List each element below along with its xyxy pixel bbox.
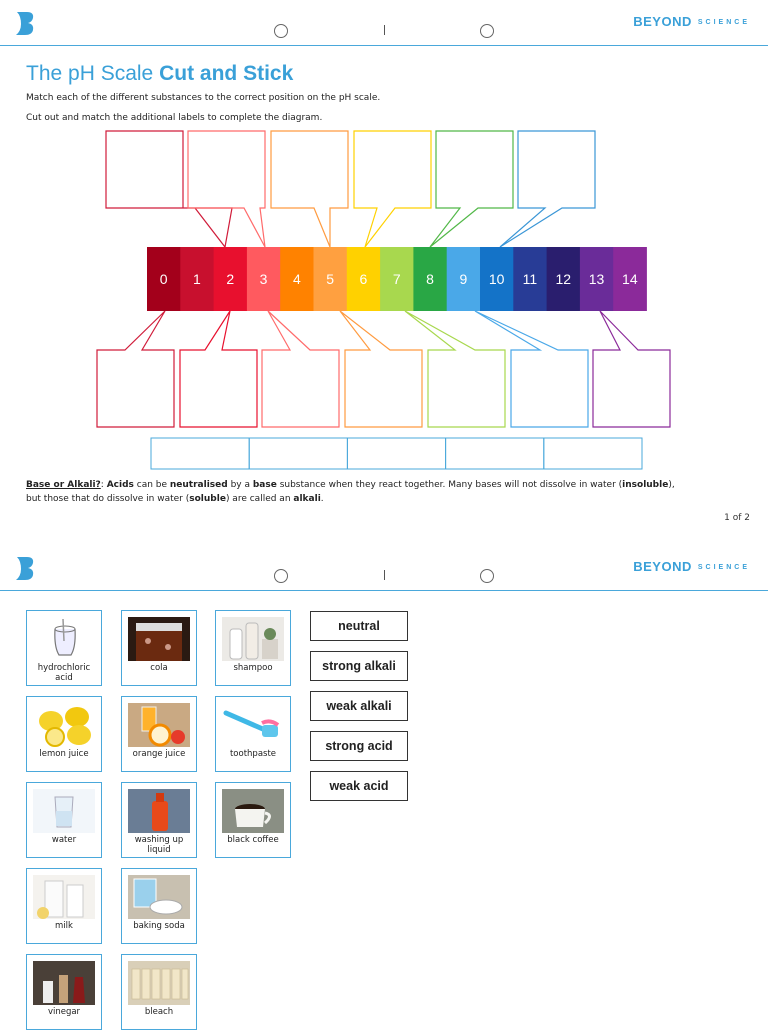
ph-number: 5 <box>326 271 335 287</box>
ph-cell-3 <box>247 247 281 311</box>
cola-glass-icon <box>128 617 190 661</box>
substance-card[interactable] <box>215 610 291 686</box>
beaker-icon <box>33 617 95 661</box>
instruction-text: Match each of the different substances to the correct position on the pH scale. <box>26 93 381 103</box>
substance-card[interactable] <box>26 782 102 858</box>
page-number: 1 of 2 <box>724 513 750 523</box>
beyond-logo-icon <box>14 555 36 581</box>
callout-box[interactable] <box>340 311 422 427</box>
ph-cell-0 <box>147 247 181 311</box>
substance-card[interactable] <box>215 782 291 858</box>
callout-box[interactable] <box>475 311 588 427</box>
ph-cell-14 <box>613 247 647 311</box>
ph-number: 4 <box>292 271 301 287</box>
punch-hole <box>480 569 494 583</box>
substance-label: orange juice <box>132 749 186 759</box>
substance-card[interactable] <box>215 696 291 772</box>
ph-number: 13 <box>588 271 605 287</box>
substance-label: washing up liquid <box>134 835 184 855</box>
substance-label: hydrochloric acid <box>37 663 91 683</box>
callout-box[interactable] <box>430 131 513 247</box>
ph-number: 10 <box>488 271 505 287</box>
milk-glass-icon <box>33 875 95 919</box>
substance-card[interactable] <box>121 868 197 944</box>
page-title: The pH Scale Cut and Stick <box>26 62 294 85</box>
substance-label: baking soda <box>133 921 185 931</box>
ph-number: 9 <box>459 271 468 287</box>
substance-card[interactable] <box>26 610 102 686</box>
ph-cell-6 <box>347 247 381 311</box>
label-slot[interactable] <box>151 438 249 469</box>
callout-box[interactable] <box>500 131 595 247</box>
brand-name: BEYOND SCIENCE <box>633 559 750 574</box>
callout-box[interactable] <box>106 131 232 247</box>
ph-cell-12 <box>547 247 581 311</box>
lemon-icon <box>33 703 95 747</box>
ph-number: 14 <box>622 271 638 287</box>
worksheet-page-2 <box>0 545 768 1024</box>
substance-label: water <box>51 835 77 845</box>
substance-label: black coffee <box>227 835 279 845</box>
ph-number: 6 <box>359 271 368 287</box>
callout-box[interactable] <box>188 131 265 247</box>
ph-cell-10 <box>480 247 514 311</box>
page-header <box>0 545 768 591</box>
shampoo-bottle-icon <box>222 617 284 661</box>
word-label[interactable]: strong alkali <box>310 651 408 681</box>
substance-label: bleach <box>144 1007 174 1017</box>
word-label[interactable]: weak alkali <box>310 691 408 721</box>
substance-label: lemon juice <box>39 749 89 759</box>
label-slot[interactable] <box>446 438 544 469</box>
footer-note: Base or Alkali?: Acids can be neutralised by a base substance when they react together. Many bases will not dissolve in water (insoluble), but those that do dissolve in water (soluble) are called an alkali. <box>26 480 675 504</box>
substance-card[interactable] <box>26 954 102 1030</box>
ph-number: 7 <box>392 271 401 287</box>
ph-cell-2 <box>214 247 248 311</box>
label-slots <box>151 438 642 469</box>
callout-box[interactable] <box>405 311 505 427</box>
ph-scale-bar <box>147 247 647 311</box>
ph-cell-4 <box>280 247 314 311</box>
callout-box[interactable] <box>97 311 174 427</box>
ph-cell-8 <box>413 247 447 311</box>
callout-box[interactable] <box>354 131 431 247</box>
fold-mark <box>384 570 385 580</box>
ph-number: 3 <box>259 271 268 287</box>
bleach-bottles-icon <box>128 961 190 1005</box>
substance-card[interactable] <box>121 696 197 772</box>
callout-box[interactable] <box>180 311 257 427</box>
ph-cell-11 <box>513 247 547 311</box>
word-label[interactable]: neutral <box>310 611 408 641</box>
brand-name: BEYOND SCIENCE <box>633 14 750 29</box>
water-glass-icon <box>33 789 95 833</box>
substance-card[interactable] <box>121 782 197 858</box>
callout-box[interactable] <box>262 311 339 427</box>
vinegar-bottles-icon <box>33 961 95 1005</box>
substance-card[interactable] <box>26 696 102 772</box>
label-slot[interactable] <box>544 438 642 469</box>
ph-number: 2 <box>226 271 235 287</box>
label-slot[interactable] <box>347 438 445 469</box>
ph-cell-1 <box>180 247 214 311</box>
ph-number: 0 <box>159 271 168 287</box>
ph-cell-13 <box>580 247 614 311</box>
baking-soda-icon <box>128 875 190 919</box>
substance-card[interactable] <box>121 954 197 1030</box>
ph-number: 8 <box>426 271 434 287</box>
ph-scale-diagram <box>0 0 768 480</box>
label-slot[interactable] <box>249 438 347 469</box>
callout-box[interactable] <box>593 311 670 427</box>
word-label[interactable]: strong acid <box>310 731 408 761</box>
ph-cell-9 <box>447 247 481 311</box>
coffee-cup-icon <box>222 789 284 833</box>
ph-cell-5 <box>314 247 348 311</box>
orange-juice-icon <box>128 703 190 747</box>
ph-cell-7 <box>380 247 414 311</box>
toothbrush-icon <box>222 703 284 747</box>
substance-label: toothpaste <box>229 749 277 759</box>
substance-label: shampoo <box>233 663 273 673</box>
substance-label: cola <box>150 663 168 673</box>
ph-number: 12 <box>555 271 572 287</box>
substance-label: milk <box>55 921 73 931</box>
substance-card[interactable] <box>26 868 102 944</box>
ph-number: 1 <box>193 271 201 287</box>
word-label[interactable]: weak acid <box>310 771 408 801</box>
detergent-bottle-icon <box>128 789 190 833</box>
callout-box[interactable] <box>271 131 348 247</box>
ph-number: 11 <box>522 271 538 287</box>
punch-hole <box>274 569 288 583</box>
substance-label: vinegar <box>47 1007 81 1017</box>
substance-card[interactable] <box>121 610 197 686</box>
instruction-text: Cut out and match the additional labels to complete the diagram. <box>26 113 323 123</box>
